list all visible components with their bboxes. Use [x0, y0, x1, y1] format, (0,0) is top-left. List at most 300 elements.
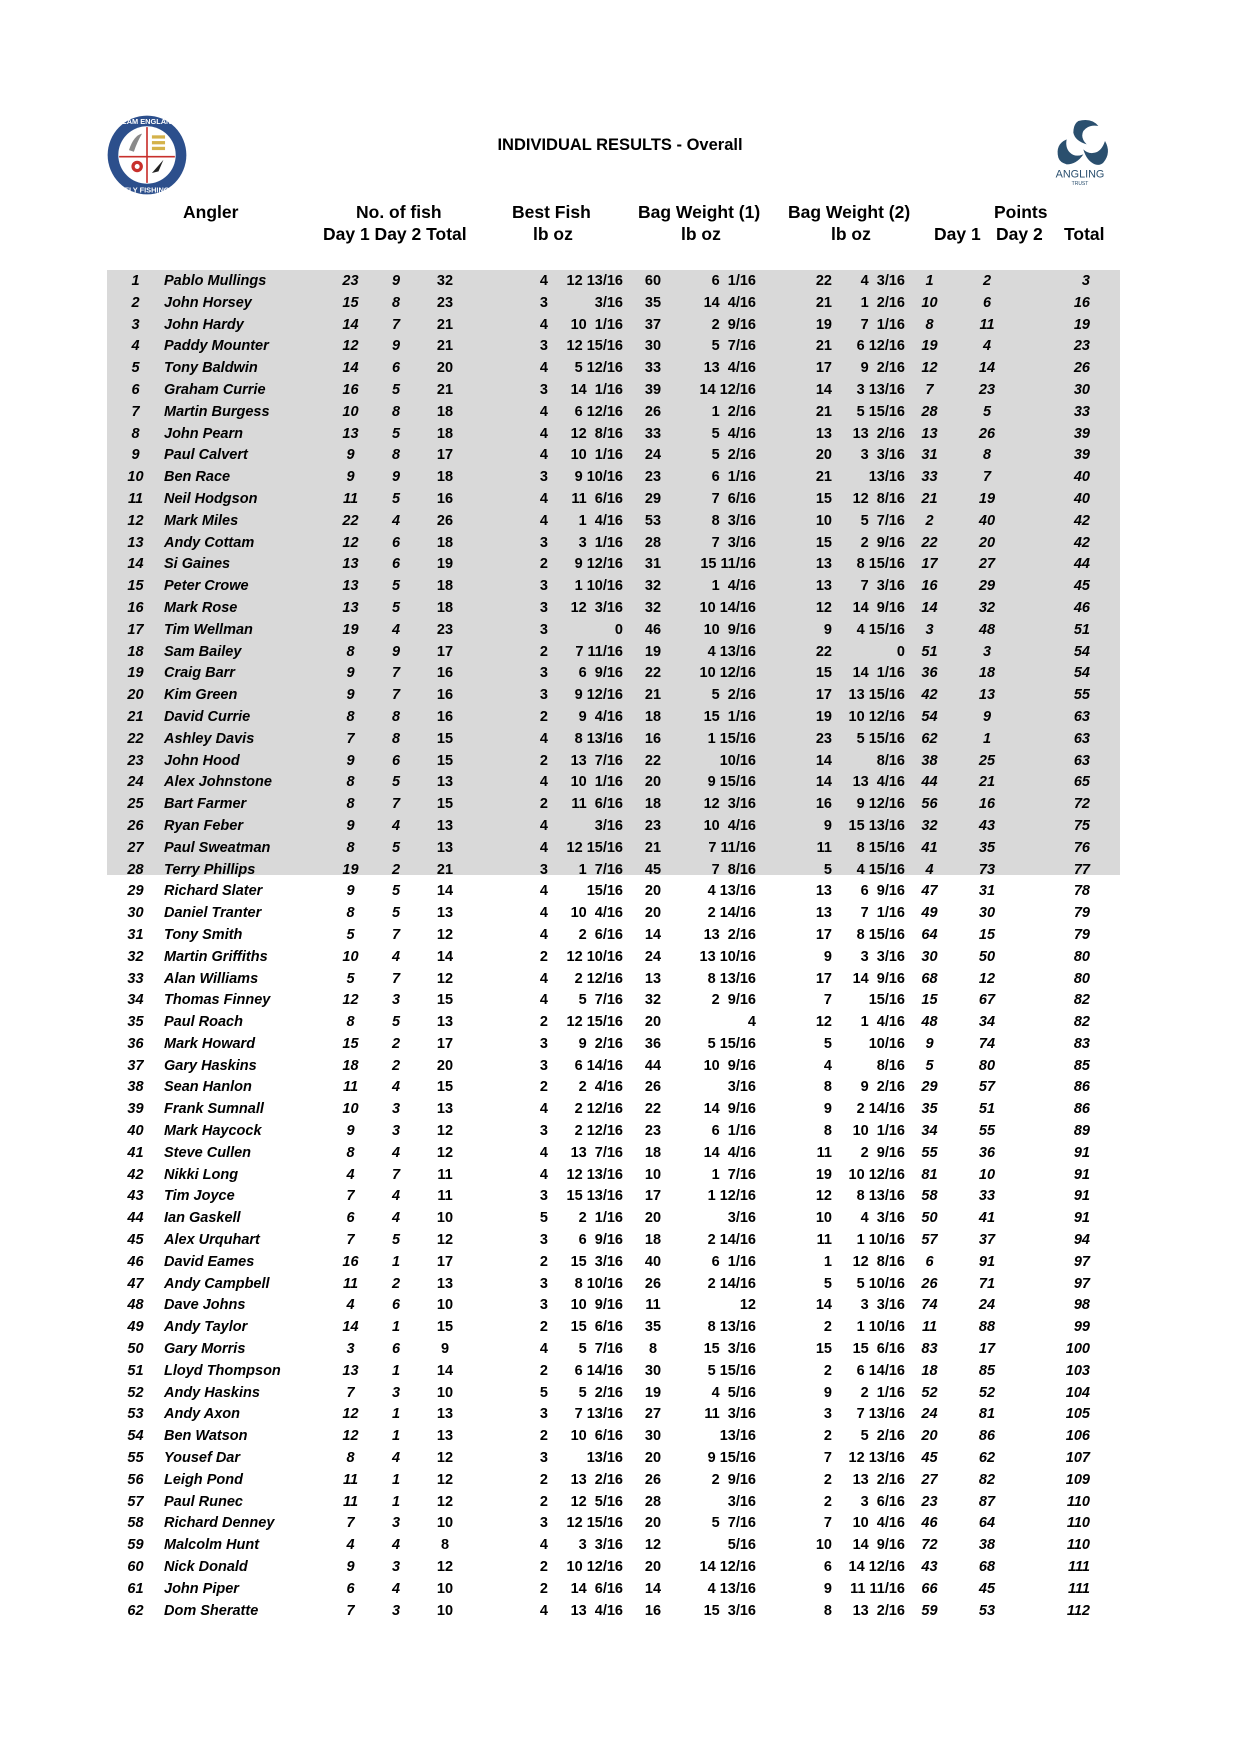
bag1-oz: 13 10/16	[699, 948, 756, 965]
points-total: 54	[1073, 643, 1090, 660]
fish-day2: 9	[391, 469, 401, 486]
angler-name: David Currie	[164, 708, 251, 725]
fish-day1: 19	[342, 861, 359, 878]
bag2-lb: 2	[823, 1362, 832, 1379]
table-row	[107, 620, 1090, 642]
position: 35	[127, 1014, 144, 1031]
angler-name: Tim Wellman	[164, 621, 253, 638]
table-row	[107, 881, 1090, 903]
bag2-oz: 8 15/16	[856, 556, 905, 573]
fish-day1: 10	[342, 403, 359, 420]
fish-total: 10	[436, 1297, 454, 1314]
points-day1: 31	[921, 447, 938, 464]
bag2-lb: 21	[815, 338, 832, 355]
bag2-oz: 13 4/16	[852, 774, 905, 791]
bag2-oz: 3 13/16	[856, 381, 905, 398]
best-fish-lb: 3	[539, 1232, 548, 1249]
bag1-lb: 26	[644, 1275, 662, 1292]
fish-day1: 15	[342, 1035, 359, 1052]
table-row	[107, 1492, 1090, 1514]
best-fish-lb: 2	[539, 556, 548, 573]
table-row	[107, 1252, 1090, 1274]
points-day2: 71	[978, 1275, 996, 1292]
fish-day1: 9	[346, 687, 355, 704]
best-fish-lb: 3	[539, 1035, 548, 1052]
fish-day2: 5	[391, 1232, 401, 1249]
angler-name: Mark Haycock	[164, 1123, 262, 1140]
fish-day1: 12	[342, 534, 359, 551]
best-fish-lb: 3	[539, 1515, 548, 1532]
fish-total: 17	[436, 1253, 454, 1270]
fish-total: 32	[436, 273, 454, 289]
bag1-oz: 6 1/16	[711, 469, 756, 486]
bag2-lb: 10	[815, 1210, 832, 1227]
angler-name: Ashley Davis	[164, 730, 255, 747]
fish-day1: 9	[346, 752, 355, 769]
points-total: 42	[1073, 512, 1090, 529]
fish-total: 12	[436, 1493, 454, 1510]
fish-total: 13	[436, 1428, 454, 1445]
bag2-lb: 10	[815, 1537, 832, 1554]
bag2-oz: 7 3/16	[860, 578, 905, 595]
bag2-oz: 2 14/16	[856, 1101, 905, 1118]
bag2-lb: 22	[815, 643, 832, 660]
fish-total: 13	[436, 1101, 454, 1118]
bag1-oz: 15 11/16	[700, 556, 756, 573]
fish-day2: 4	[391, 1580, 401, 1597]
bag1-oz: 10/16	[719, 752, 756, 769]
points-day2: 32	[978, 599, 996, 616]
position: 3	[131, 316, 140, 333]
bag1-lb: 32	[644, 599, 662, 616]
table-row	[107, 1208, 1090, 1230]
bag1-oz: 2 14/16	[707, 905, 756, 922]
bag1-oz: 13 2/16	[703, 926, 756, 943]
table-row	[107, 489, 1090, 511]
bag1-oz: 4	[747, 1014, 756, 1031]
fish-day2: 4	[391, 948, 401, 965]
bag2-lb: 11	[816, 839, 832, 856]
fish-total: 15	[436, 1079, 454, 1096]
bag2-lb: 5	[823, 1275, 832, 1292]
best-fish-oz: 10 6/16	[570, 1428, 623, 1445]
fish-day1: 12	[342, 1428, 359, 1445]
angler-name: Sean Hanlon	[164, 1079, 252, 1096]
bag1-oz: 5 2/16	[711, 447, 756, 464]
bag1-lb: 32	[644, 992, 662, 1009]
fish-day2: 1	[391, 1493, 401, 1510]
points-day1: 36	[921, 665, 938, 682]
bag1-lb: 20	[644, 905, 662, 922]
angler-name: Tony Smith	[164, 926, 243, 943]
fish-day2: 7	[391, 926, 401, 943]
position: 40	[127, 1123, 144, 1140]
bag1-oz: 2 9/16	[711, 316, 756, 333]
fish-day1: 23	[342, 273, 359, 289]
bag1-oz: 2 14/16	[707, 1232, 756, 1249]
bag2-oz: 4 3/16	[860, 1210, 905, 1227]
bag2-lb: 11	[816, 1144, 832, 1161]
bag1-lb: 24	[644, 447, 662, 464]
points-day2: 21	[978, 774, 996, 791]
points-day2: 7	[982, 469, 992, 486]
fish-total: 18	[436, 534, 454, 551]
bag2-oz: 5 15/16	[856, 403, 905, 420]
points-day2: 23	[978, 381, 996, 398]
points-total: 63	[1073, 730, 1090, 747]
angler-name: Mark Rose	[164, 599, 238, 616]
bag1-lb: 33	[644, 360, 662, 377]
table-row	[107, 1448, 1090, 1470]
position: 18	[127, 643, 144, 660]
table-row	[107, 1099, 1090, 1121]
bag2-oz: 12 13/16	[848, 1450, 905, 1467]
position: 62	[127, 1602, 144, 1619]
fish-day2: 3	[391, 1123, 401, 1140]
bag1-lb: 20	[644, 774, 662, 791]
points-day1: 3	[925, 621, 934, 638]
fish-total: 16	[436, 708, 454, 725]
points-day2: 19	[978, 490, 996, 507]
best-fish-lb: 3	[539, 1406, 548, 1423]
points-day1: 15	[921, 992, 938, 1009]
table-row	[107, 1557, 1090, 1579]
table-row	[107, 1361, 1090, 1383]
points-day2: 12	[978, 970, 996, 987]
fish-day1: 8	[346, 905, 355, 922]
bag2-lb: 12	[815, 599, 832, 616]
best-fish-lb: 3	[539, 861, 548, 878]
bag2-lb: 1	[823, 1253, 832, 1270]
angler-name: John Horsey	[164, 294, 252, 311]
fish-total: 12	[436, 1450, 454, 1467]
points-day1: 42	[921, 687, 938, 704]
points-total: 80	[1073, 948, 1090, 965]
points-total: 103	[1065, 1362, 1090, 1379]
angler-name: Ryan Feber	[164, 817, 243, 834]
fish-day2: 2	[391, 1035, 401, 1052]
bag1-lb: 18	[644, 1232, 662, 1249]
bag2-lb: 9	[823, 948, 832, 965]
points-day1: 56	[921, 796, 938, 813]
fish-day2: 6	[391, 752, 401, 769]
best-fish-oz: 11 6/16	[571, 796, 623, 813]
best-fish-lb: 2	[539, 1362, 548, 1379]
bag1-lb: 35	[644, 294, 662, 311]
bag1-lb: 36	[644, 1035, 662, 1052]
position: 52	[127, 1384, 144, 1401]
fish-total: 12	[436, 970, 454, 987]
table-row	[107, 969, 1090, 991]
bag2-lb: 6	[823, 1559, 832, 1576]
bag1-oz: 14 12/16	[699, 381, 756, 398]
points-day1: 24	[921, 1406, 938, 1423]
bag1-lb: 14	[644, 926, 662, 943]
best-fish-oz: 5 7/16	[578, 992, 623, 1009]
angler-name: Martin Griffiths	[164, 948, 268, 965]
bag1-oz: 7 11/16	[708, 839, 756, 856]
best-fish-oz: 12 15/16	[566, 338, 623, 355]
best-fish-lb: 4	[539, 403, 548, 420]
fish-day2: 4	[391, 512, 401, 529]
best-fish-lb: 4	[539, 360, 548, 377]
points-total: 33	[1073, 403, 1090, 420]
fish-day1: 13	[342, 1362, 359, 1379]
bag1-oz: 7 8/16	[711, 861, 756, 878]
table-row	[107, 315, 1090, 337]
bag2-oz: 13 15/16	[848, 687, 905, 704]
best-fish-lb: 2	[539, 1253, 548, 1270]
points-total: 86	[1073, 1101, 1090, 1118]
bag2-lb: 13	[815, 578, 832, 595]
best-fish-oz: 12 15/16	[566, 839, 623, 856]
points-total: 111	[1067, 1559, 1090, 1576]
fish-day2: 5	[391, 490, 401, 507]
table-row	[107, 1121, 1090, 1143]
table-row	[107, 554, 1090, 576]
fish-day2: 6	[391, 1341, 401, 1358]
fish-day2: 7	[391, 665, 401, 682]
bag1-lb: 20	[644, 1210, 662, 1227]
bag1-lb: 30	[644, 1362, 662, 1379]
fish-day2: 5	[391, 578, 401, 595]
points-total: 98	[1073, 1297, 1090, 1314]
position: 31	[127, 926, 144, 943]
bag1-lb: 26	[644, 403, 662, 420]
best-fish-oz: 2 1/16	[578, 1210, 623, 1227]
fish-day2: 2	[391, 1057, 401, 1074]
bag1-oz: 1 15/16	[707, 730, 756, 747]
best-fish-oz: 13/16	[586, 1450, 623, 1467]
position: 55	[127, 1450, 144, 1467]
bag2-lb: 2	[823, 1471, 832, 1488]
points-total: 82	[1073, 1014, 1090, 1031]
points-day1: 83	[921, 1341, 938, 1358]
table-row	[107, 293, 1090, 315]
points-day1: 19	[921, 338, 938, 355]
position: 38	[127, 1079, 144, 1096]
fish-day2: 1	[391, 1362, 401, 1379]
bag1-oz: 5 7/16	[711, 1515, 756, 1532]
table-row	[107, 903, 1090, 925]
points-total: 26	[1073, 360, 1090, 377]
fish-total: 15	[436, 1319, 454, 1336]
points-day2: 43	[978, 817, 996, 834]
bag1-lb: 28	[644, 1493, 662, 1510]
bag2-oz: 3 3/16	[860, 1297, 905, 1314]
fish-day1: 14	[342, 1319, 359, 1336]
fish-total: 8	[440, 1537, 450, 1554]
fish-day1: 7	[346, 1188, 355, 1205]
points-total: 83	[1073, 1035, 1090, 1052]
bag2-oz: 13/16	[868, 469, 905, 486]
fish-day1: 9	[346, 883, 355, 900]
bag2-oz: 13 2/16	[852, 1602, 905, 1619]
points-day2: 45	[978, 1580, 996, 1597]
bag2-oz: 8 13/16	[856, 1188, 905, 1205]
angler-name: Malcolm Hunt	[164, 1537, 260, 1554]
table-row	[107, 1143, 1090, 1165]
bag1-lb: 20	[644, 1559, 662, 1576]
fish-total: 14	[436, 948, 454, 965]
best-fish-lb: 2	[539, 1079, 548, 1096]
best-fish-oz: 13 7/16	[570, 752, 623, 769]
angler-name: Andy Haskins	[164, 1384, 260, 1401]
table-row	[107, 380, 1090, 402]
table-row	[107, 1404, 1090, 1426]
fish-day2: 5	[391, 883, 401, 900]
points-day2: 15	[978, 926, 996, 943]
points-day1: 64	[921, 926, 938, 943]
points-day1: 81	[921, 1166, 938, 1183]
bag1-oz: 3/16	[727, 1493, 756, 1510]
points-day1: 45	[921, 1450, 938, 1467]
bag2-lb: 10	[815, 512, 832, 529]
angler-name: Tony Baldwin	[164, 360, 258, 377]
angler-name: Leigh Pond	[164, 1471, 243, 1488]
bag2-lb: 2	[823, 1428, 832, 1445]
bag2-lb: 17	[815, 687, 832, 704]
table-row	[107, 1012, 1090, 1034]
bag1-oz: 12	[739, 1297, 756, 1314]
fish-day1: 8	[346, 708, 355, 725]
fish-day1: 13	[342, 425, 359, 442]
bag1-lb: 39	[644, 381, 662, 398]
bag2-lb: 15	[815, 665, 832, 682]
bag2-lb: 16	[815, 796, 832, 813]
header-best-fish: Best Fish	[512, 202, 591, 222]
angler-name: Kim Green	[164, 687, 238, 704]
best-fish-oz: 14 6/16	[570, 1580, 623, 1597]
bag2-oz: 3 3/16	[860, 948, 905, 965]
bag1-lb: 10	[644, 1166, 662, 1183]
fish-day2: 5	[391, 425, 401, 442]
bag1-lb: 20	[644, 1450, 662, 1467]
points-total: 110	[1066, 1515, 1090, 1532]
points-total: 91	[1073, 1166, 1090, 1183]
best-fish-oz: 2 12/16	[574, 1101, 623, 1118]
fish-day1: 12	[342, 992, 359, 1009]
bag1-oz: 15 1/16	[703, 708, 756, 725]
bag1-lb: 16	[644, 730, 662, 747]
bag1-lb: 20	[644, 883, 662, 900]
fish-day2: 3	[391, 1559, 401, 1576]
fish-day2: 6	[391, 360, 401, 377]
fish-day1: 4	[346, 1297, 355, 1314]
bag2-oz: 9 2/16	[860, 360, 905, 377]
fish-day1: 18	[342, 1057, 359, 1074]
bag2-lb: 14	[815, 752, 832, 769]
fish-total: 21	[436, 338, 454, 355]
best-fish-oz: 9 2/16	[578, 1035, 623, 1052]
bag1-lb: 37	[644, 316, 662, 333]
fish-day2: 7	[391, 970, 401, 987]
points-day2: 37	[978, 1232, 996, 1249]
points-day2: 20	[978, 534, 996, 551]
best-fish-oz: 15 13/16	[566, 1188, 623, 1205]
bag2-lb: 13	[815, 425, 832, 442]
bag2-lb: 3	[823, 1406, 832, 1423]
points-day1: 62	[921, 730, 938, 747]
fish-day2: 5	[391, 905, 401, 922]
best-fish-lb: 4	[539, 992, 548, 1009]
header-points-day1: Day 1	[934, 224, 981, 244]
fish-day1: 10	[342, 1101, 359, 1118]
bag1-oz: 10 12/16	[699, 665, 756, 682]
bag1-lb: 19	[644, 643, 662, 660]
bag2-oz: 1 10/16	[856, 1319, 905, 1336]
angler-name: Paul Sweatman	[164, 839, 271, 856]
bag2-lb: 13	[815, 883, 832, 900]
bag2-lb: 7	[823, 1450, 832, 1467]
position: 33	[127, 970, 144, 987]
table-row	[107, 1230, 1090, 1252]
bag2-lb: 19	[815, 1166, 832, 1183]
position: 28	[127, 861, 144, 878]
fish-total: 17	[436, 643, 454, 660]
fish-day2: 4	[391, 1079, 401, 1096]
bag2-oz: 15 6/16	[852, 1341, 905, 1358]
points-day2: 57	[978, 1079, 996, 1096]
bag2-lb: 21	[815, 469, 832, 486]
points-day2: 62	[978, 1450, 996, 1467]
best-fish-lb: 3	[539, 687, 548, 704]
points-day2: 85	[978, 1362, 996, 1379]
header-points-day2: Day 2	[996, 224, 1043, 244]
bag1-oz: 1 4/16	[711, 578, 756, 595]
bag2-lb: 2	[823, 1493, 832, 1510]
bag2-lb: 19	[815, 708, 832, 725]
fish-total: 10	[436, 1580, 454, 1597]
points-day2: 36	[978, 1144, 996, 1161]
points-day2: 26	[978, 425, 996, 442]
points-day1: 49	[921, 905, 938, 922]
bag2-lb: 17	[815, 970, 832, 987]
bag2-lb: 13	[815, 556, 832, 573]
points-day2: 80	[978, 1057, 996, 1074]
points-day1: 54	[921, 708, 938, 725]
bag1-oz: 8 13/16	[707, 970, 756, 987]
points-day2: 48	[978, 621, 996, 638]
points-day1: 72	[921, 1537, 938, 1554]
position: 21	[127, 708, 144, 725]
fish-day1: 11	[342, 490, 359, 507]
points-day2: 38	[978, 1537, 996, 1554]
fish-total: 12	[436, 1144, 454, 1161]
points-day1: 50	[921, 1210, 938, 1227]
best-fish-oz: 9 4/16	[578, 708, 623, 725]
fish-day2: 7	[391, 1166, 401, 1183]
header-bag-weight-1-units: lb oz	[681, 224, 721, 244]
bag2-lb: 23	[815, 730, 832, 747]
bag2-oz: 5 2/16	[860, 1428, 905, 1445]
best-fish-oz: 5 7/16	[578, 1341, 623, 1358]
bag1-lb: 20	[644, 1515, 662, 1532]
position: 27	[127, 839, 144, 856]
points-day2: 50	[978, 948, 996, 965]
best-fish-oz: 15/16	[586, 883, 623, 900]
bag2-oz: 5 7/16	[860, 512, 905, 529]
table-row	[107, 1056, 1090, 1078]
best-fish-lb: 3	[539, 1275, 548, 1292]
bag1-lb: 26	[644, 1079, 662, 1096]
bag2-oz: 2 9/16	[860, 1144, 905, 1161]
points-total: 107	[1065, 1450, 1090, 1467]
fish-total: 13	[436, 774, 454, 791]
points-total: 30	[1073, 381, 1090, 398]
position: 19	[127, 665, 144, 682]
bag2-lb: 4	[823, 1057, 832, 1074]
